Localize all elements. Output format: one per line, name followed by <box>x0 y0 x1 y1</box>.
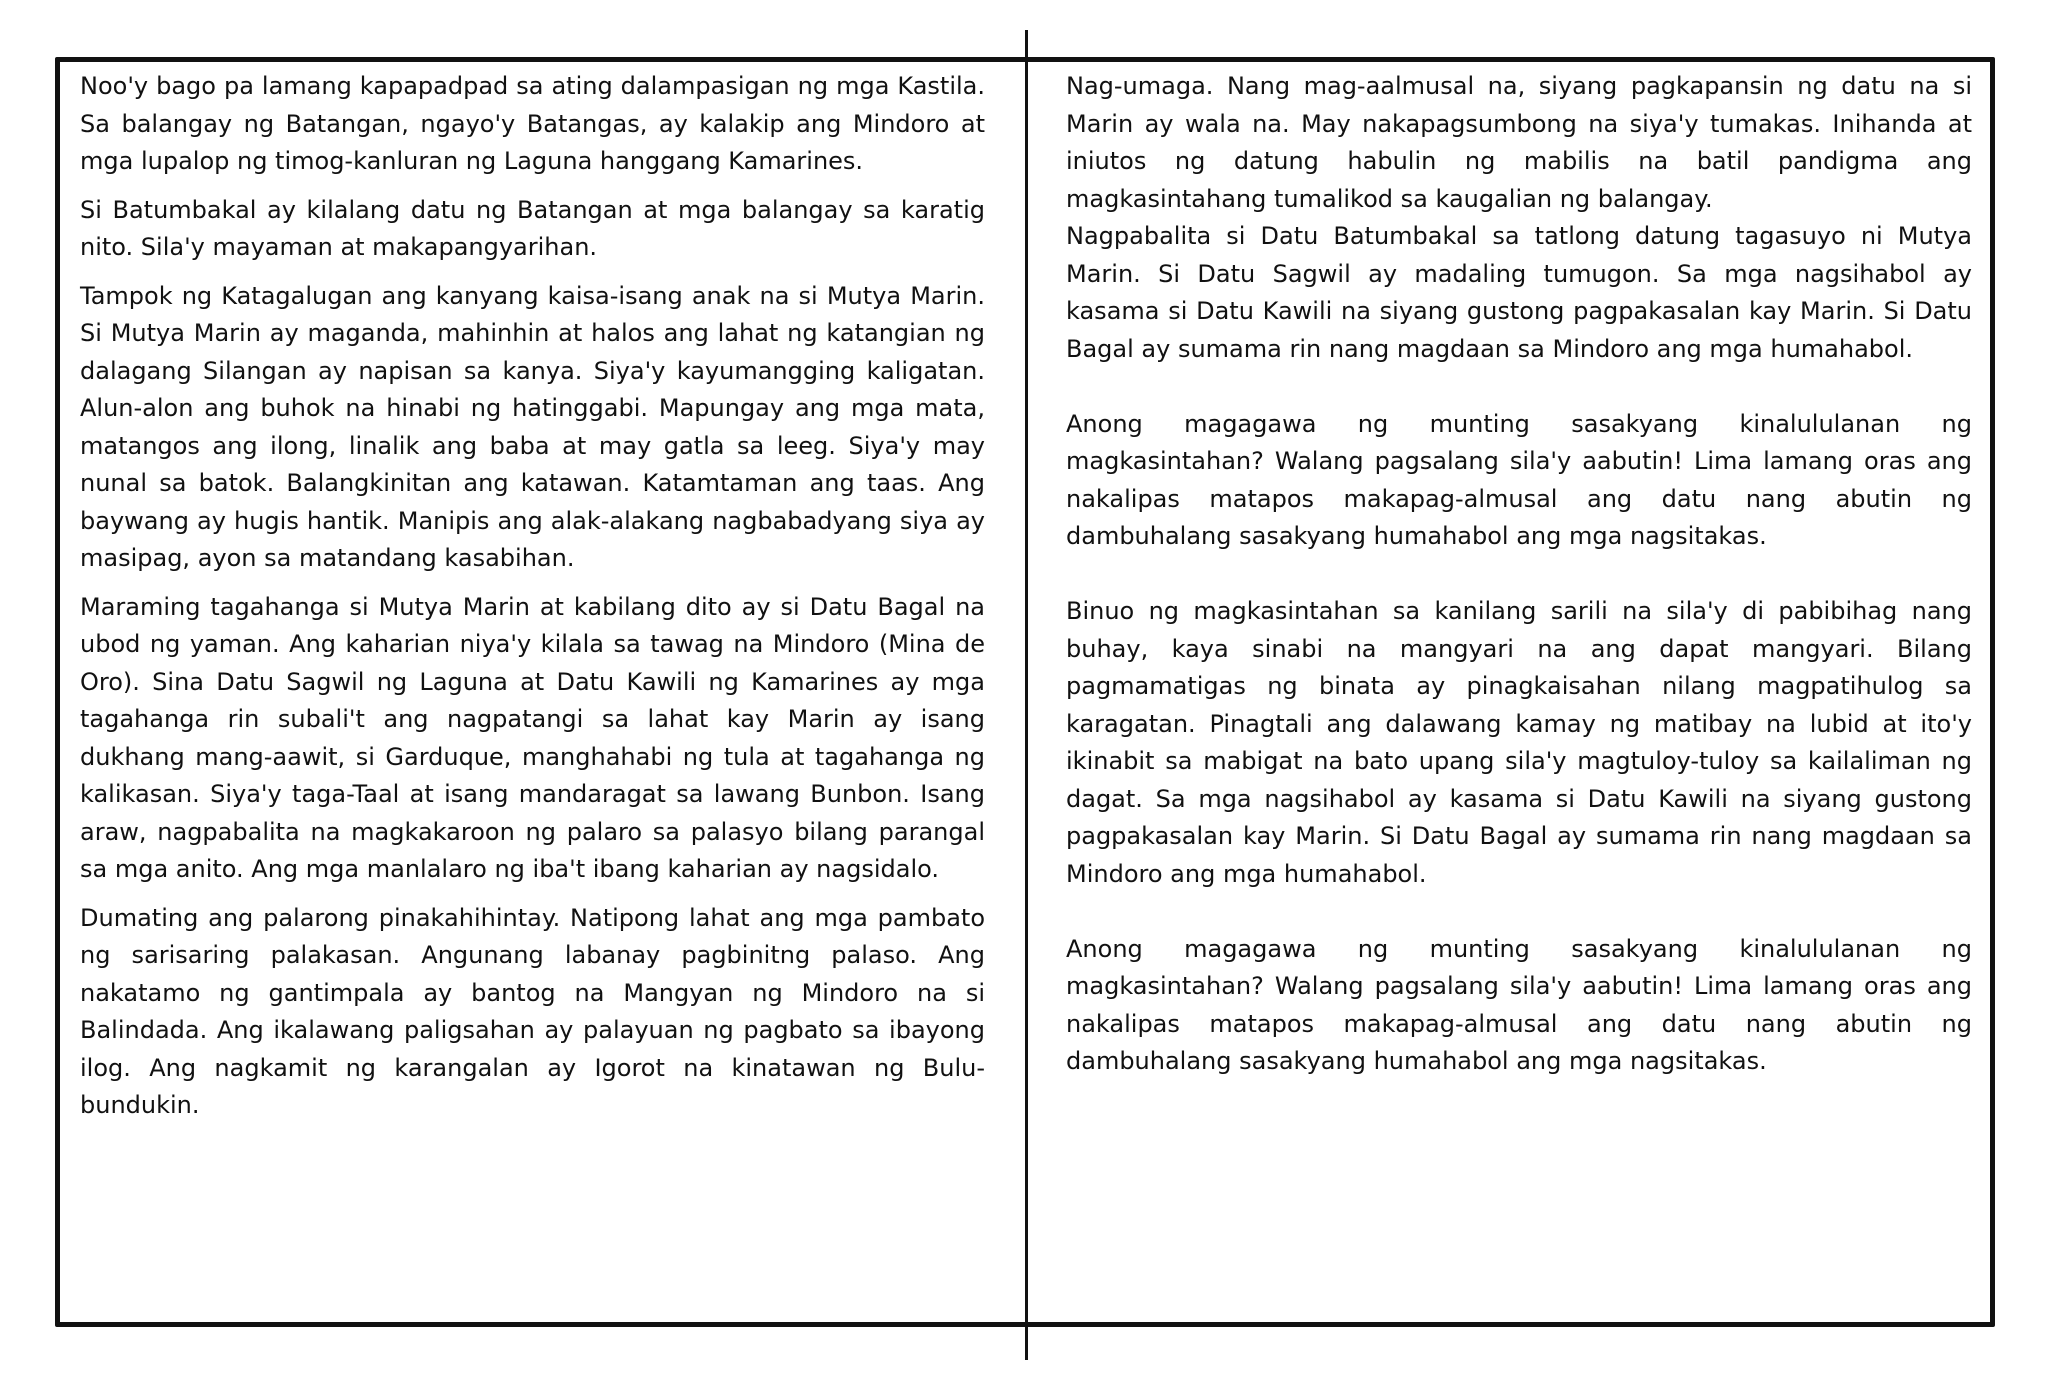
paragraph: Nag-umaga. Nang mag-aalmusal na, siyang pagkapansin ng datu na si Marin ay wala na. May nakapagsumbong na siya'y tumakas. Inihanda at iniutos ng datung habulin ng mabilis na batil pandigma ang magkasintahang tumalikod sa kaugalian ng balangay. <box>1066 72 1972 213</box>
paragraph: Binuo ng magkasintahan sa kanilang sarili na sila'y di pabibihag nang buhay, kaya sinabi na mangyari na ang dapat mangyari. Bilang pagmamatigas ng binata ay pinagkaisahan nilang magpatihulog sa karagatan. Pinagtali ang dalawang kamay ng matibay na lubid at ito'y ikinabit sa mabigat na bato upang sila'y magtuloy-tuloy sa kailaliman ng dagat. Sa mga nagsihabol ay kasama si Datu Kawili na siyang gustong pagpakasalan kay Marin. Si Datu Bagal ay sumama rin nang magdaan sa Mindoro ang mga humahabol. <box>1066 597 1972 888</box>
paragraph: Dumating ang palarong pinakahihintay. Natipong lahat ang mga pambato ng sarisaring palakasan. Angunang labanay pagbinitng palaso. Ang nakatamo ng gantimpala ay bantog na Mangyan ng Mindoro na si Balindada. Ang ikalawang paligsahan ay palayuan ng pagbato sa ibayong ilog. Ang nagkamit ng karangalan ay Igorot na kinatawan ng Bulu-bundukin. <box>80 903 985 1119</box>
paragraph: Noo'y bago pa lamang kapapadpad sa ating dalampasigan ng mga Kastila. Sa balangay ng Batangan, ngayo'y Batangas, ay kalakip ang Mindoro at mga lupalop ng timog-kanluran ng Laguna hanggang Kamarines. <box>80 72 985 175</box>
paragraph: Anong magagawa ng munting sasakyang kinalululanan ng magkasintahan? Walang pagsalang sila'y aabutin! Lima lamang oras ang nakalipas matapos makapag-almusal ang datu nang abutin ng dambuhalang sasakyang humahabol ang mga nagsitakas. <box>1066 934 1972 1075</box>
paragraph: Maraming tagahanga si Mutya Marin at kabilang dito ay si Datu Bagal na ubod ng yaman. Ang kaharian niya'y kilala sa tawag na Mindoro (Mina de Oro). Sina Datu Sagwil ng Laguna at Datu Kawili ng Kamarines ay mga tagahanga rin subali't ang nagpatangi sa lahat kay Marin ay isang dukhang mang-aawit, si Garduque, manghahabi ng tula at tagahanga ng kalikasan. Siya'y taga-Taal at isang mandaragat sa lawang Bunbon. Isang araw, nagpabalita na magkakaroon ng palaro sa palasyo bilang parangal sa mga anito. Ang mga manlalaro ng iba't ibang kaharian ay nagsidalo. <box>80 592 985 883</box>
paragraph: Anong magagawa ng munting sasakyang kinalululanan ng magkasintahan? Walang pagsalang sila'y aabutin! Lima lamang oras ang nakalipas matapos makapag-almusal ang datu nang abutin ng dambuhalang sasakyang humahabol ang mga nagsitakas. <box>1066 409 1972 550</box>
paragraph: Nagpabalita si Datu Batumbakal sa tatlong datung tagasuyo ni Mutya Marin. Si Datu Sagwil ay madaling tumugon. Sa mga nagsihabol ay kasama si Datu Kawili na siyang gustong pagpakasalan kay Marin. Si Datu Bagal ay sumama rin nang magdaan sa Mindoro ang mga humahabol. <box>1066 222 1972 363</box>
paragraph: Si Batumbakal ay kilalang datu ng Batangan at mga balangay sa karatig nito. Sila'y mayaman at makapangyarihan. <box>80 195 985 261</box>
left-column <box>80 68 985 1136</box>
column-divider <box>1025 30 1028 1360</box>
paragraph: Tampok ng Katagalugan ang kanyang kaisa-isang anak na si Mutya Marin. Si Mutya Marin ay maganda, mahinhin at halos ang lahat ng katangian ng dalagang Silangan ay napisan sa kanya. Siya'y kayumangging kaligatan. Alun-alon ang buhok na hinabi ng hatinggabi. Mapungay ang mga mata, matangos ang ilong, linalik ang baba at may gatla sa leeg. Siya'y may nunal sa batok. Balangkinitan ang katawan. Katamtaman ang taas. Ang baywang ay hugis hantik. Manipis ang alak-alakang nagbabadyang siya ay masipag, ayon sa matandang kasabihan. <box>80 281 985 572</box>
right-column <box>1066 68 1972 1081</box>
